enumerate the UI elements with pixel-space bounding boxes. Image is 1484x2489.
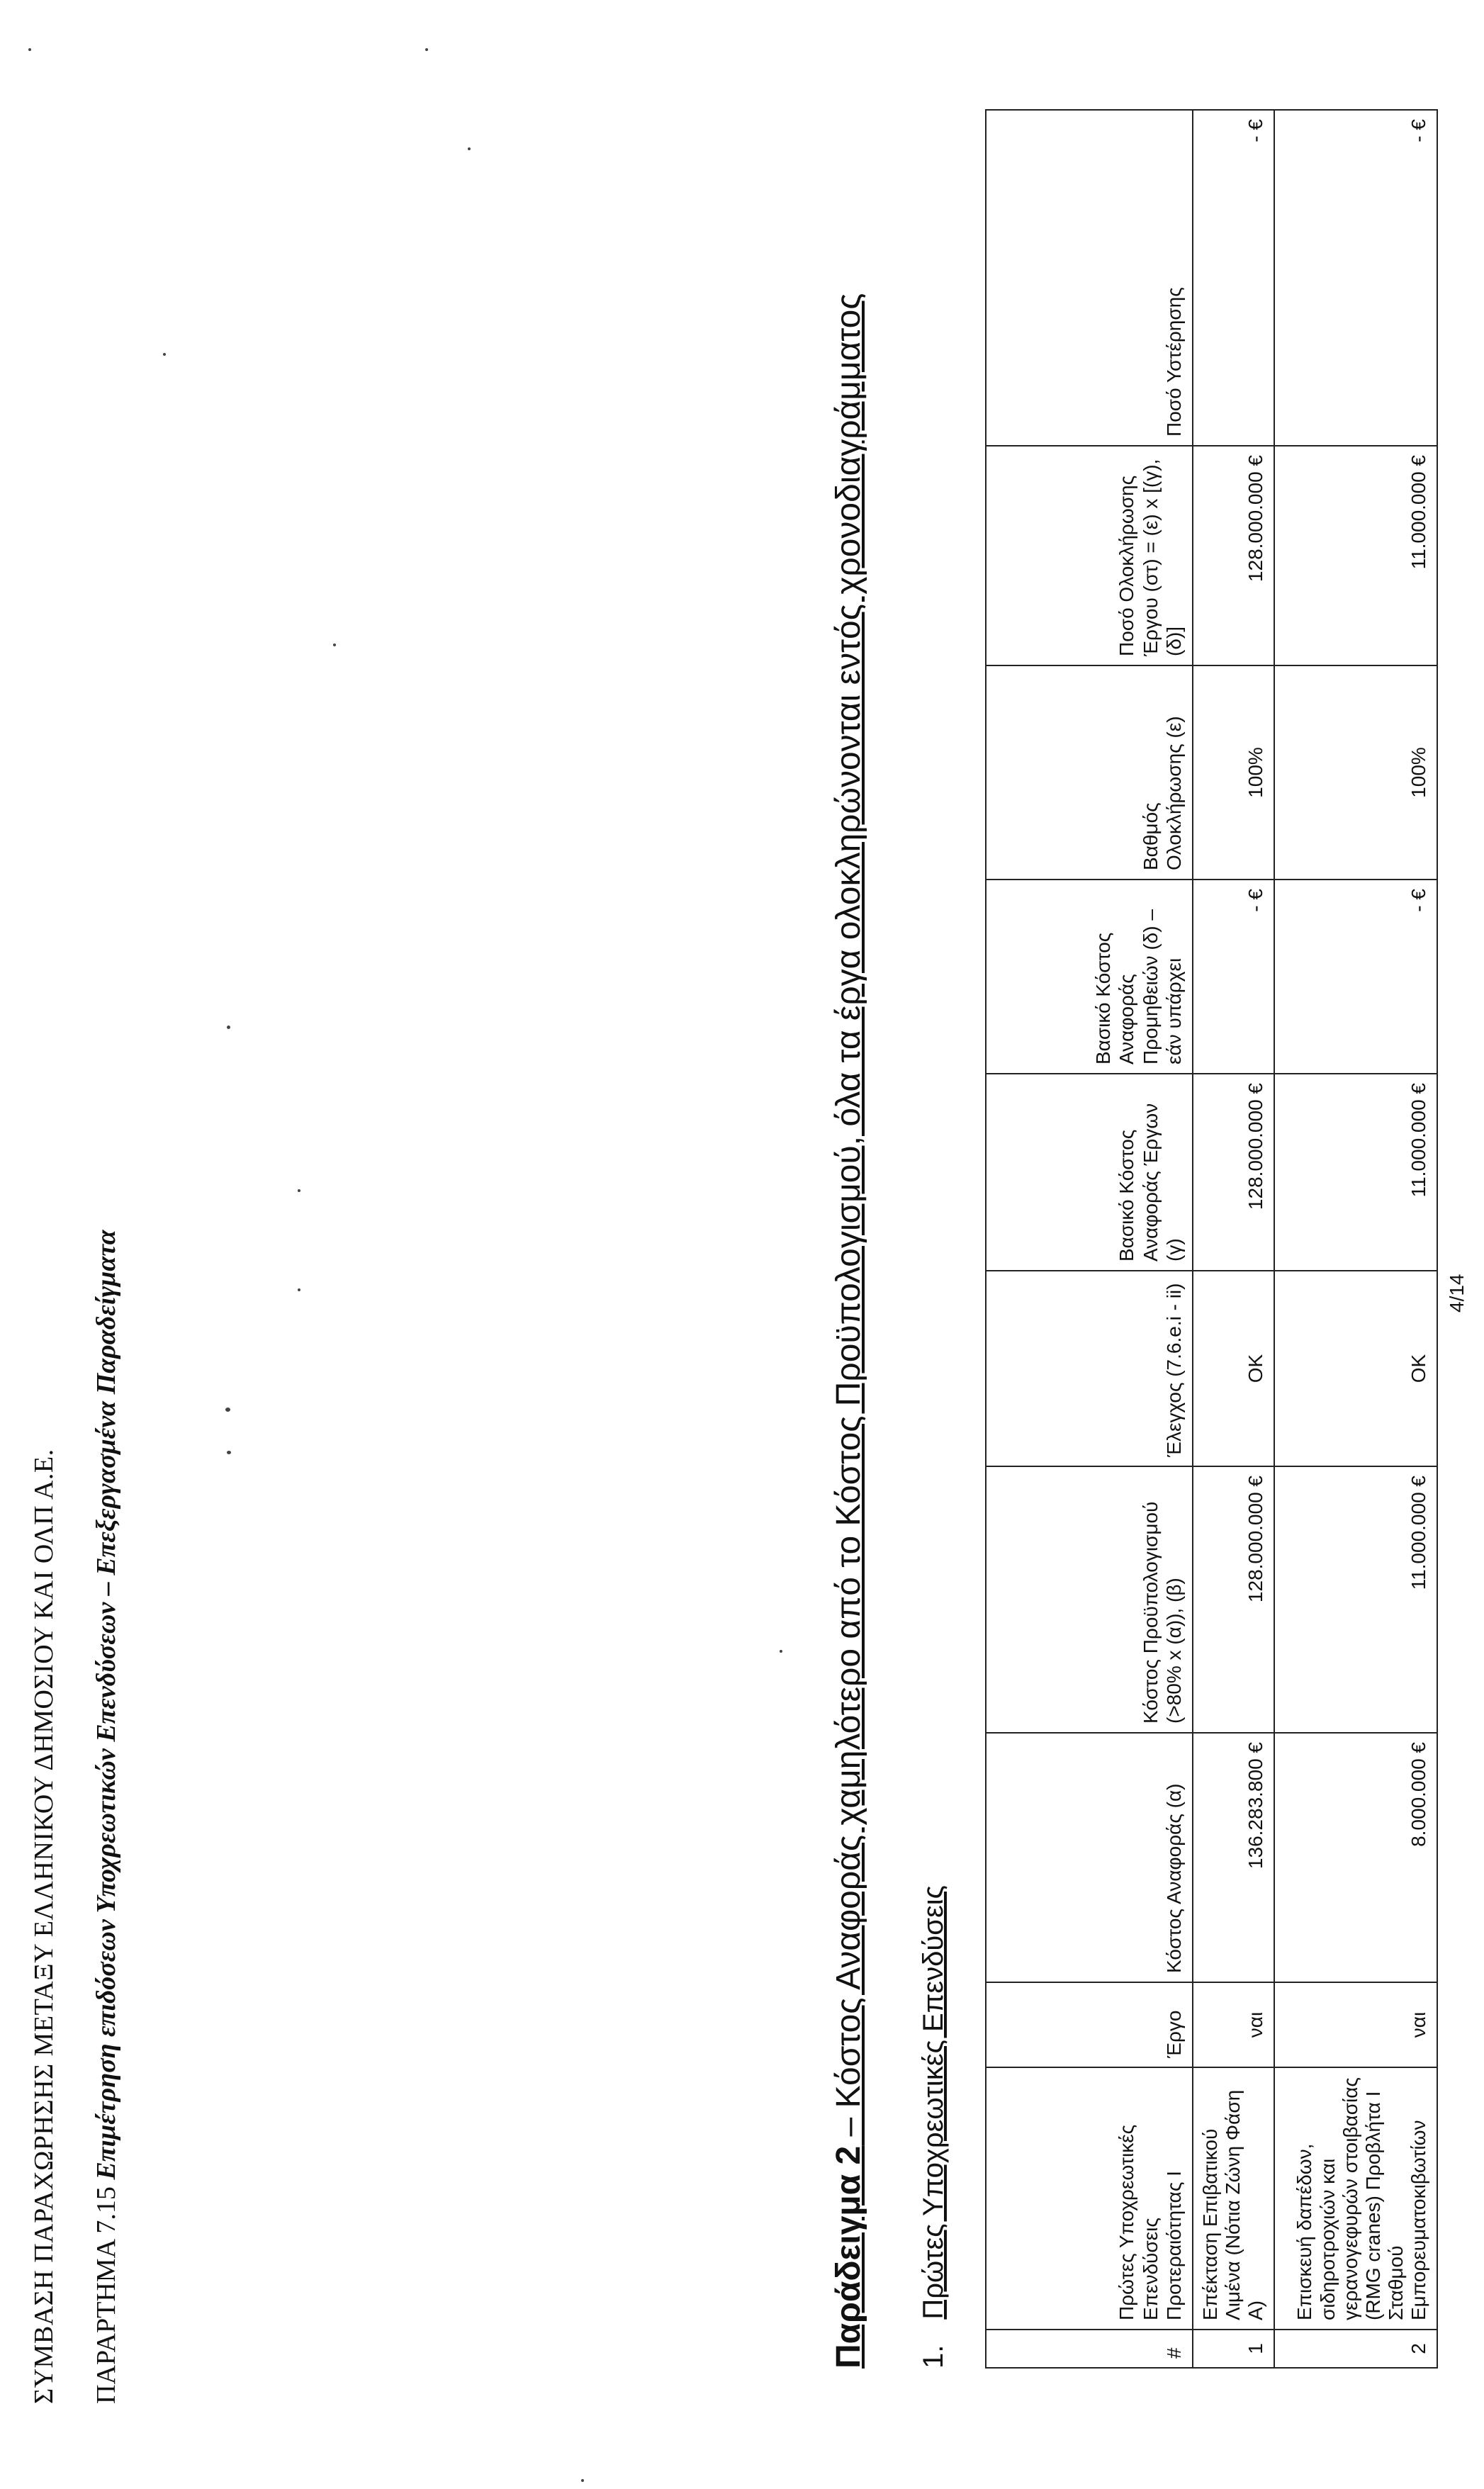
row-check: OK [1274, 1271, 1437, 1466]
row-reference-cost: 136.283.800 € [1193, 1733, 1274, 1982]
row-shortfall-amount: - € [1274, 110, 1437, 446]
header-base-supplies-cost: Βασικό Κόστος Αναφοράς Προμηθειών (δ) – εάν υπάρχει [986, 880, 1193, 1074]
row-completion-degree: 100% [1274, 665, 1437, 880]
row-check: OK [1193, 1271, 1274, 1466]
header-budget-cost: Κόστος Προϋπολογισμού (>80% x (α)), (β) [986, 1466, 1193, 1733]
page-number: 4/14 [1446, 1274, 1468, 1313]
header-completion-amount: Ποσό Ολοκλήρωσης Έργου (στ) = (ε) x [(γ),(δ)] [986, 446, 1193, 665]
row-base-works-cost: 128.000.000 € [1193, 1074, 1274, 1271]
section-number: 1. [918, 2344, 949, 2369]
scan-speck [225, 1408, 230, 1412]
scan-speck [468, 147, 471, 150]
row-reference-cost: 8.000.000 € [1274, 1733, 1437, 1982]
scan-speck [298, 1288, 300, 1291]
row-base-supplies-cost: - € [1193, 880, 1274, 1074]
section-heading [918, 1885, 950, 2369]
table-row [1274, 110, 1437, 2368]
row-num: 2 [1274, 2330, 1437, 2368]
scan-speck [163, 353, 166, 356]
row-base-supplies-cost: - € [1274, 880, 1437, 1074]
example-text: – Κόστος Αναφοράς χαμηλότερο από το Κόστος Προϋπολογισμού, όλα τα έργα ολοκληρώνονται εντός χρονοδιαγράμματος [830, 293, 867, 2146]
header-completion-degree: Βαθμός Ολοκλήρωσης (ε) [986, 665, 1193, 880]
header-base-works-cost: Βασικό Κόστος Αναφοράς Έργων (γ) [986, 1074, 1193, 1271]
scan-speck [581, 2479, 584, 2482]
example-label: Παράδειγμα 2 [830, 2145, 867, 2369]
section-title: Πρώτες Υποχρεωτικές Επενδύσεις [918, 1885, 949, 2320]
header-num: # [986, 2330, 1193, 2368]
annex-prefix: ΠΑΡΑΡΤΗΜΑ 7.15 [91, 2186, 121, 2404]
header-investments: Πρώτες Υποχρεωτικές Επενδύσεις Προτεραιότητας Ι [986, 2067, 1193, 2330]
scan-speck [425, 48, 428, 51]
header-project: Έργο [986, 1982, 1193, 2067]
scan-speck [780, 1650, 782, 1653]
scan-speck [227, 1451, 231, 1454]
scan-speck [298, 1189, 300, 1192]
row-num: 1 [1193, 2330, 1274, 2368]
table-row [1193, 110, 1274, 2368]
scan-speck [227, 1026, 230, 1029]
row-base-works-cost: 11.000.000 € [1274, 1074, 1437, 1271]
row-completion-degree: 100% [1193, 665, 1274, 880]
contract-title: ΣΥΜΒΑΣΗ ΠΑΡΑΧΩΡΗΣΗΣ ΜΕΤΑΞΥ ΕΛΛΗΝΙΚΟΥ ΔΗΜΟΣΙΟΥ ΚΑΙ ΟΛΠ Α.Ε. [29, 1449, 59, 2404]
row-shortfall-amount: - € [1193, 110, 1274, 446]
row-project: ναι [1193, 1982, 1274, 2067]
scan-speck [28, 48, 31, 51]
row-completion-amount: 11.000.000 € [1274, 446, 1437, 665]
row-investment: Επισκευή δαπέδων, σιδηροτροχιών και γερανογεφυρών στοιβασίας (RMG cranes) Προβλήτα Ι Σταθμού Εμπορευματοκιβωτίων [1274, 2067, 1437, 2330]
header-shortfall-amount: Ποσό Υστέρησης [986, 110, 1193, 446]
scan-speck [333, 644, 336, 646]
table-header-row [986, 110, 1193, 2368]
header-reference-cost: Κόστος Αναφοράς (α) [986, 1733, 1193, 1982]
investments-table [985, 109, 1438, 2369]
annex-title-text: Επιμέτρηση επιδόσεων Υποχρεωτικών Επενδύσεων – Επεξεργασμένα Παραδείγματα [91, 1230, 121, 2180]
row-budget-cost: 128.000.000 € [1193, 1466, 1274, 1733]
row-investment: Επέκταση Επιβατικού Λιμένα (Νότια Ζώνη Φάση Α) [1193, 2067, 1274, 2330]
row-budget-cost: 11.000.000 € [1274, 1466, 1437, 1733]
header-check: Έλεγχος (7.6.e.i - ii) [986, 1271, 1193, 1466]
example-heading [829, 293, 868, 2369]
annex-title [91, 1230, 122, 2404]
row-completion-amount: 128.000.000 € [1193, 446, 1274, 665]
row-project: ναι [1274, 1982, 1437, 2067]
